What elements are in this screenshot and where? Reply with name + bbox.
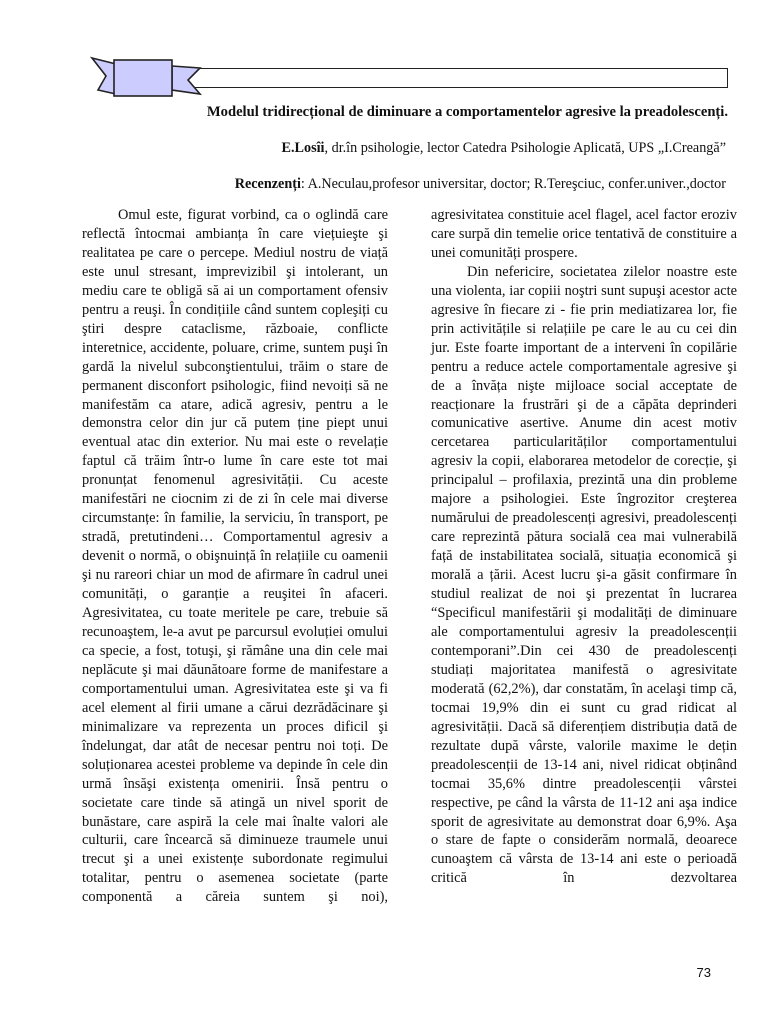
paragraph: Din nefericire, societatea zilelor noastre este una violenta, iar copiii noştri sunt supuşi acestor acte agresive în fiecare zi - fie prin mediatizarea lor, fie prin activitățile si relațiile pe care le au cu cei din jur. Este foarte important de a interveni în copilărie pentru a reduce actele comportamentale agresive şi de a învăța nişte mijloace social acceptate de reacționare la frustrări şi de a căpăta deprinderi comunicative asertive. Anume din acest motiv cercetarea particularităților comportamentului agresiv la copii, elaborarea metodelor de corecție, şi principalul – profilaxia, prezintă una din probleme majore a psihologiei. Este îngrozitor creşterea numărului de preadolescenți agresivi, preadolescenți care reprezintă pătura socială cea mai vulnerabilă față de instabilitatea socială, situația economică şi morală a țării. Acest lucru şi-a găsit confirmare în studiul realizat de noi şi prezentat în lucrarea “Specificul manifestării şi modalități de diminuare ale comportamentului agresiv la preadolescenții contemporani”.Din cei 430 de preadolescenți studiați majoritatea manifestă o agresivitate moderată (62,2%), dar constatăm, în acelaşi timp că, tocmai 19,9% din ei sunt cu grad ridicat al agresivității. Dacă să diferențiem distribuția dată de rezultate după vârste, valorile maxime le dețin preadolescenții de 13-14 ani, nivel ridicat obținând tocmai 35,6% dintre preadolescenții vârstei respective, pe când la vârsta de 11-12 ani aşa indice sporit de agresivitate au demonstrat doar 6,9%. Aşa o stare de fapte o considerăm normală, deoarece cunoaştem că vârsta de 13-14 ani este o perioadă critică în dezvoltarea	[431, 263, 737, 887]
left-column	[82, 206, 388, 907]
author-name: E.Losîi	[281, 140, 325, 156]
right-column	[431, 206, 737, 888]
reviewers-label: Recenzenți	[234, 176, 301, 192]
header-rule	[175, 68, 728, 88]
header-ribbon-decoration	[90, 54, 202, 100]
page-number: 73	[696, 965, 711, 980]
author-affiliation: , dr.în psihologie, lector Catedra Psihologie Aplicată, UPS „I.Creangă”	[324, 140, 726, 156]
paragraph: Omul este, figurat vorbind, ca o oglindă care reflectă întocmai ambianța în care viețuieşte şi realitatea pe care o percepe. Mediul nostru de viață este unul stresant, imprevizibil şi intolerant, un mediu care te obligă să ai un comportament ofensiv pentru a reuşi. În condițiile când suntem copleşiți cu ştiri despre cataclisme, războaie, conflicte interetnice, accidente, poluare, crime, suntem puşi în gardă la nivelul subconştientului, trăim o stare de permanent disconfort psihologic, fiind nevoiți să ne manifestăm ca atare, adică agresiv, pentru a le demonstra celor din jur că putem ține piept unui eventual atac din exterior. Nu mai este o revelație faptul că trăim într-o lume în care este tot mai pronunțat fenomenul agresivității. Cu aceste manifestări ne ciocnim zi de zi în cele mai diverse circumstanțe: în familie, la serviciu, în transport, pe stradă, pretutindeni… Comportamentul agresiv a devenit o normă, o obişnuință în relațiile cu oamenii şi nu rareori chiar un mod de afirmare în cadrul unei comunități, o garanție a reuşitei în afaceri. Agresivitatea, cu toate meritele pe care, trebuie să recunoaştem, le-a avut pe parcursul evoluției omului ca specie, a fost, totuşi, şi rămâne una din cele mai neplăcute şi mai dăunătoare forme de manifestare a comportamentului uman. Agresivitatea este şi va fi acel element al firii umane a cărui dezrădăcinare şi minimalizare va reprezenta un proces dificil şi îndelungat, dar atât de necesar pentru noi toți. De soluționarea acestei probleme va depinde în cele din urmă însăşi existența omenirii. Însă pentru o societate care tinde să atingă un nivel sporit de bunăstare, care aspiră la cele mai înalte valori ale culturii, care încearcă să diminueze traumele unui trecut şi a unei existențe subordonate regimului totalitar, pentru o asemenea societate (parte componentă a căreia suntem şi noi),	[82, 207, 388, 906]
article-title: Modelul tridirecțional de diminuare a comportamentelor agresive la preadolescenți.	[206, 104, 728, 120]
reviewers-text: : A.Neculau,profesor universitar, doctor; R.Tereşciuc, confer.univer.,doctor	[300, 176, 726, 192]
author-line	[282, 140, 726, 157]
reviewers-line	[235, 176, 726, 193]
paragraph: agresivitatea constituie acel flagel, acel factor eroziv care surpă din temelie orice tentativă de constituire a unei comunități prospere.	[431, 207, 737, 261]
